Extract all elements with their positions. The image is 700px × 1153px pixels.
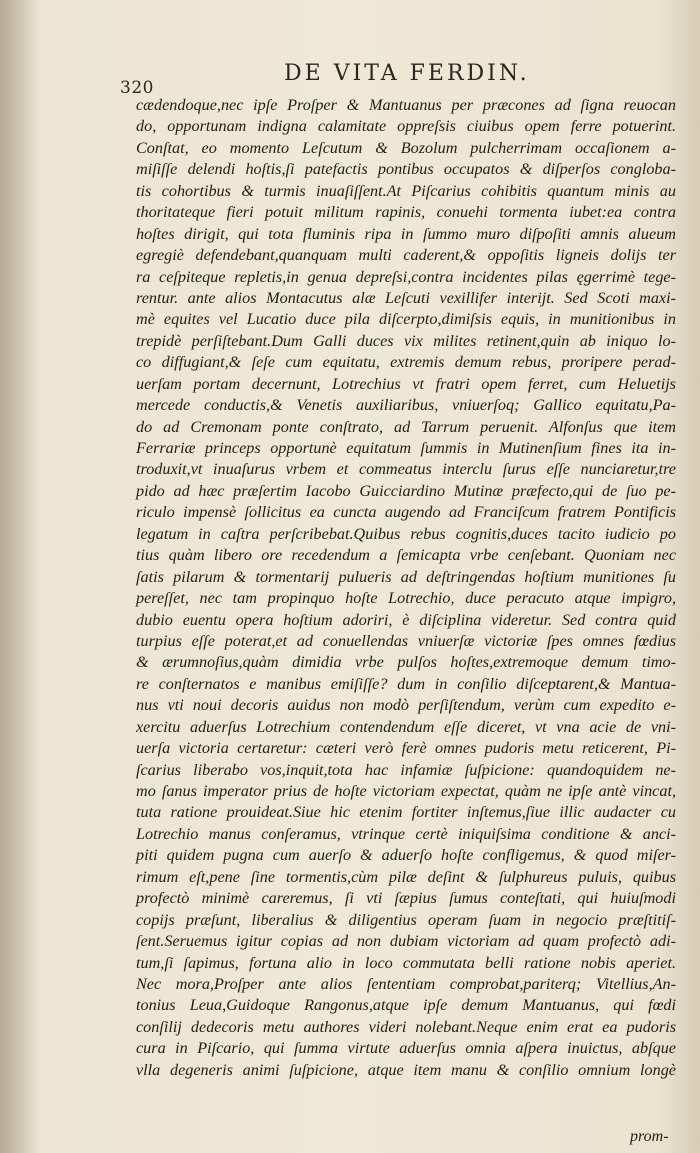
text-line: rimum eſt,pene ſine tormentis,cùm pilæ deſint & ſulphureus puluis, quibus: [136, 867, 676, 886]
text-line: profectò minimè careremus, ſi vti ſæpius ſumus conteſtati, qui huiuſmodi: [136, 889, 676, 908]
text-line: uerſa victoria certaretur: cæteri verò ferè omnes pudoris metu reticerent, Pi-: [136, 739, 676, 758]
text-line: do, opportunam indigna calamitate oppreſsis ciuibus opem ferre potuerint.: [136, 117, 676, 136]
text-line: Ferrariæ princeps opportunè equitatum ſummis in Mutinenſium fines ita in-: [136, 439, 676, 457]
text-line: thoritateque fieri potuit militum rapinis, conuehi tormenta iubet:ea contra: [136, 203, 676, 222]
text-line: dubio euentu opera hoſtium adoriri, è diſciplina videretur. Sed contra quid: [136, 610, 676, 629]
text-line: ſent.Seruemus igitur copias ad non dubiam victoriam ad quam profectò adi-: [136, 932, 676, 951]
text-line: ſcarius liberabo vos,inquit,tota hac infamiæ ſuſpicione: quandoquidem ne-: [136, 760, 676, 779]
text-line: & ærumnoſius,quàm dimidia vrbe pulſos hoſtes,extremoque demum timo-: [136, 653, 676, 672]
text-line: cura in Piſcario, qui ſumma virtute aduerſus omnia aſpera inuictus, abſque: [136, 1039, 676, 1058]
text-line: Conſtat, eo momento Leſcutum & Bozolum pulcherrimam occaſionem a-: [136, 138, 676, 157]
text-line: ſatis pilarum & tormentarij pulueris ad deſtringendas hoſtium munitiones ſu: [136, 567, 676, 586]
page-header: [110, 58, 580, 98]
text-line: tis cohortibus & turmis inuaſiſſent.At Piſcarius cohibitis quantum minis au: [136, 181, 676, 200]
text-line: copijs præſunt, liberalius & diligentius operam ſuam in negocio præſtitiſ-: [136, 910, 676, 929]
text-line: riculo impensè ſollicitus ea cuncta augendo ad Franciſcum fratrem Pontificis: [136, 503, 676, 522]
gutter-shadow: [0, 0, 40, 1153]
text-line: miſiſſe delendi hoſtis,ſi patefactis pontibus occupatos & diſperſos congloba-: [136, 160, 676, 179]
running-title: DE VITA FERDIN.: [284, 61, 530, 86]
text-line: xercitu aduerſus Lotrechium contendendum eſſe diceret, vt vna acie de vni-: [136, 717, 676, 736]
page-number: 320: [120, 78, 154, 98]
body-text: [136, 95, 676, 1081]
text-line: tum,ſi ſapimus, fortuna alio in loco commutata belli ratione nobis aperiet.: [136, 953, 676, 972]
text-line: do ad Cremonam ponte conſtrato, ad Tarrum peruenit. Alfonſus que item: [136, 417, 676, 436]
text-line: conſilij dedecoris metu authores videri nolebant.Neque enim erat ea pudoris: [136, 1017, 676, 1036]
text-line: nus vti noui decoris auidus non modò perſiſtendum, verùm cum expedito e-: [136, 696, 676, 715]
text-line: turpius eſſe poterat,et ad conuellendas vniuerſæ victoriæ ſpes omnes fœdius: [136, 631, 676, 650]
text-line: mè equites vel Lucatio duce pila diſcerpto,dimiſsis equis, in munitionibus in: [136, 310, 676, 329]
text-line: hoſtes dirigit, qui tota fluminis ripa in ſummo muro diſpoſiti amnis alueum: [136, 224, 676, 243]
text-line: tuta ratione prouideat.Siue hic etenim fortiter inſtemus,ſiue illic audacter cu: [136, 803, 676, 822]
catchword: prom-: [630, 1128, 669, 1145]
text-line: Nec mora,Proſper ante alios ſententiam comprobat,pariterq; Vitellius,An-: [136, 974, 676, 993]
text-line: pereſſet, nec tam propinquo hoſte Lotrechio, duce peracuto atque impigro,: [136, 589, 676, 608]
text-line: mercede conductis,& Venetis auxiliaribus, vniuerſoq; Gallico equitatu,Pa-: [136, 396, 676, 415]
text-line: cædendoque,nec ipſe Proſper & Mantuanus per præcones ad ſigna reuocan: [136, 96, 676, 114]
text-line: uerſam portam decernunt, Lotrechius vt fratri opem ferret, cum Heluetijs: [136, 374, 676, 393]
text-line: vlla degeneris animi ſuſpicione, atque item manu & conſilio omnium longè: [136, 1060, 676, 1079]
text-line: co diffugiant,& ſeſe cum equitatu, extremis demum rebus, proripere perad-: [136, 353, 676, 372]
text-line: tonius Leua,Guidoque Rangonus,atque ipſe demum Mantuanus, qui fœdi: [136, 996, 676, 1015]
text-line: Lotrechio manus conſeramus, vtrinque certè iniquiſsima conditione & anci-: [136, 824, 676, 843]
text-line: troduxit,vt inuaſurus vrbem et commeatus interclu ſurus eſſe nunciaretur,tre: [136, 460, 676, 479]
text-line: re conſternatos e manibus emiſiſſe? dum in conſilio diſceptarent,& Mantua-: [136, 674, 676, 693]
text-line: rentur. ante alios Montacutus alæ Leſcuti vexillifer interijt. Sed Scoti maxi-: [136, 288, 676, 307]
text-line: pido ad hæc præſertim Iacobo Guicciardino Mutinæ præfecto,qui de ſuo pe-: [136, 481, 676, 500]
text-line: mo ſanus imperator prius de hoſte victoriam expectat, quàm ne ipſe antè vincat,: [136, 782, 676, 800]
text-line: legatum in caſtra perſcribebat.Quibus rebus cognitis,duces tacito iudicio po: [136, 524, 676, 543]
text-line: piti quidem pugna cum auerſo & aduerſo hoſte confligemus, & quod miſer-: [136, 846, 676, 865]
text-line: trepidè perſiſtebant.Dum Galli duces vix milites retinent,quin ab iniquo lo-: [136, 331, 676, 350]
text-line: egregiè defendebant,quanquam multi caderent,& oppoſitis ligneis dolijs ter: [136, 246, 676, 265]
text-line: ra ceſpiteque repletis,in genua depreſsi,contra incidentes pilas ęgerrimè tege-: [136, 267, 676, 286]
text-line: tius quàm libero ore recedendum a ſemicapta vrbe cenſebant. Quoniam nec: [136, 546, 676, 565]
